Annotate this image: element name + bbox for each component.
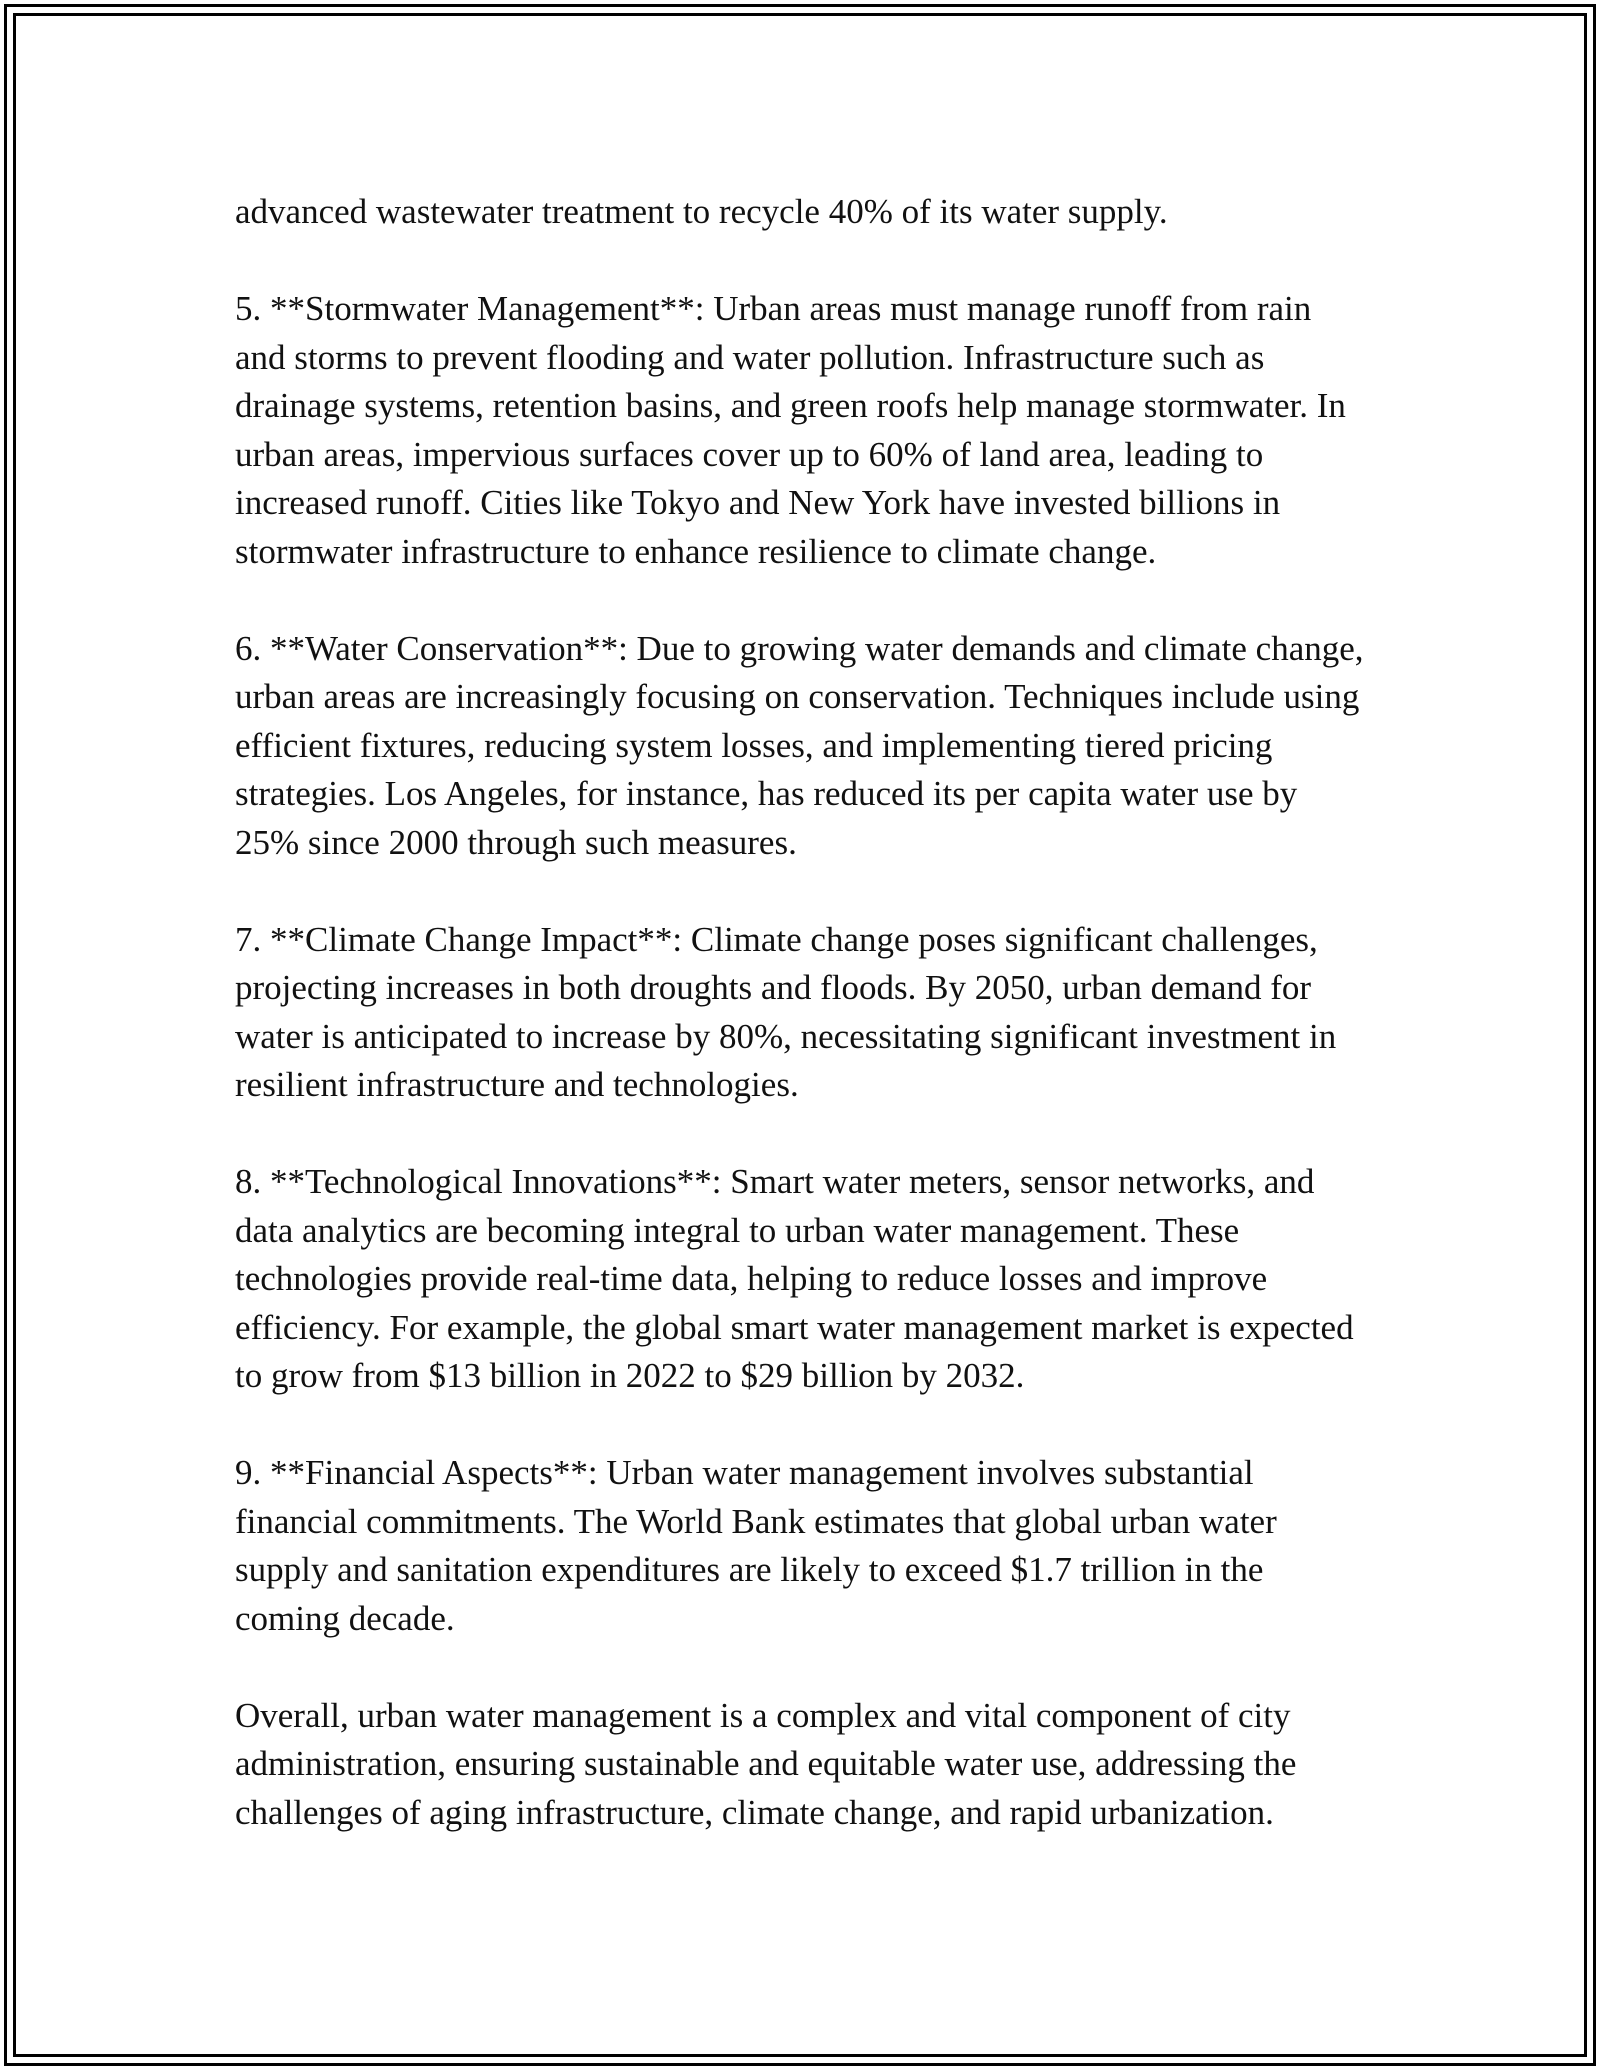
paragraph-overall-summary: Overall, urban water management is a complex and vital component of city administration, ensuring sustainable and equitable water use, addressing the challenges of aging infrastructure, climate change, and rapid urbanization. xyxy=(235,1695,1297,1832)
paragraph-climate-change-impact: 7. **Climate Change Impact**: Climate change poses significant challenges, projecting increases in both droughts and floods. By 2050, urban demand for water is anticipated to increase by 80%, necessitating significant investment in resilient infrastructure and technologies. xyxy=(235,919,1337,1104)
paragraph-continuation: advanced wastewater treatment to recycle 40% of its water supply. xyxy=(235,192,1168,231)
paragraph-stormwater-management: 5. **Stormwater Management**: Urban areas must manage runoff from rain and storms to prevent flooding and water pollution. Infrastructure such as drainage systems, retention basins, and green roofs help manage stormwater. In urban areas, impervious surfaces cover up to 60% of land area, leading to increased runoff. Cities like Tokyo and New York have invested billions in stormwater infrastructure to enhance resilience to climate change. xyxy=(235,289,1346,571)
document-body xyxy=(235,188,1370,1886)
paragraph-technological-innovations: 8. **Technological Innovations**: Smart water meters, sensor networks, and data analytics are becoming integral to urban water management. These technologies provide real-time data, helping to reduce losses and improve efficiency. For example, the global smart water management market is expected to grow from $13 billion in 2022 to $29 billion by 2032. xyxy=(235,1162,1354,1395)
paragraph-water-conservation: 6. **Water Conservation**: Due to growing water demands and climate change, urban areas are increasingly focusing on conservation. Techniques include using efficient fixtures, reducing system losses, and implementing tiered pricing strategies. Los Angeles, for instance, has reduced its per capita water use by 25% since 2000 through such measures. xyxy=(235,628,1364,862)
paragraph-financial-aspects: 9. **Financial Aspects**: Urban water management involves substantial financial commitments. The World Bank estimates that global urban water supply and sanitation expenditures are likely to exceed $1.7 trillion in the coming decade. xyxy=(235,1453,1277,1638)
